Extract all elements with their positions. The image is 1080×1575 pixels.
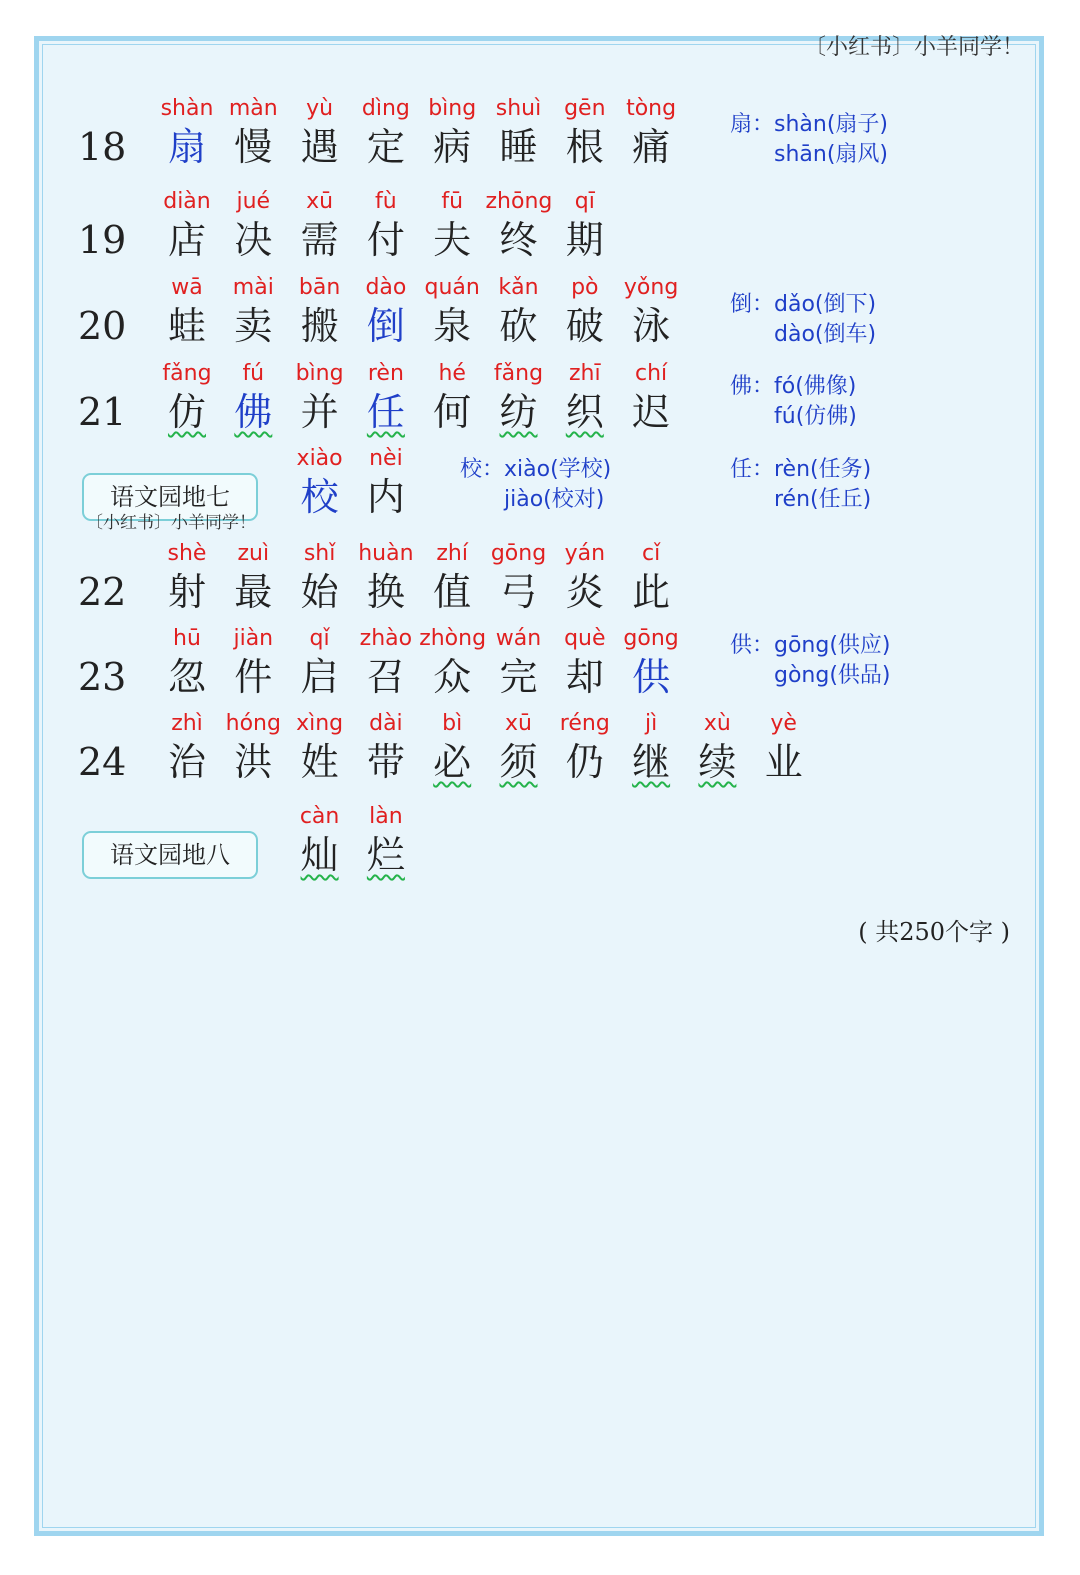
note-ren [730,455,871,515]
pinyin: dài [369,711,403,736]
note-line: 倒：dǎo(倒下) [730,292,877,317]
pinyin: nèi [369,446,403,471]
character-cell [220,95,286,171]
pinyin: chí [635,361,668,386]
pinyin: shuì [495,96,542,121]
hanzi: 弓 [499,570,538,614]
character-cell [486,360,552,436]
hanzi: 病 [433,125,472,169]
character-cell [486,188,552,264]
pinyin: wā [171,275,203,300]
hanzi-underlined: 续 [698,740,737,784]
hanzi: 供 [632,655,671,699]
pinyin: qī [574,189,595,214]
hanzi: 启 [300,655,339,699]
hanzi [552,388,618,436]
character-cell [154,625,220,701]
hanzi-underlined: 须 [499,740,538,784]
character-cell [618,360,684,436]
hanzi: 仍 [565,740,604,784]
section-label: 语文园地七 [82,473,258,521]
character-cell [154,540,220,616]
character-cell [618,274,684,350]
total-count: ( 共250个字 ) [858,918,1010,946]
pinyin: mài [232,275,274,300]
character-cell [618,710,684,786]
hanzi-underlined: 必 [433,740,472,784]
character-cell [618,625,684,701]
character-cell [419,188,485,264]
pinyin: jì [644,711,658,736]
hanzi: 件 [234,655,273,699]
pinyin: zuì [237,541,270,566]
hanzi: 迟 [632,390,671,434]
note-fo [730,372,857,432]
note-line: dào(倒车) [774,322,877,347]
hanzi: 痛 [632,125,671,169]
character-cell [552,710,618,786]
note-xiao [460,455,611,515]
hanzi: 此 [632,570,671,614]
watermark-top: 〔小红书〕小羊同学！ [803,35,1024,60]
hanzi-underlined: 烂 [366,833,405,877]
hanzi: 忽 [167,655,206,699]
lesson-number: 24 [78,740,127,784]
pinyin: xū [505,711,532,736]
pinyin: zhào [359,626,413,651]
hanzi: 带 [366,740,405,784]
pinyin: wán [495,626,542,651]
pinyin: réng [559,711,610,736]
pinyin: zhòng [419,626,487,651]
hanzi: 睡 [499,125,538,169]
pinyin: zhī [568,361,601,386]
character-cell [618,95,684,171]
pinyin: huàn [358,541,414,566]
pinyin: gēn [564,96,606,121]
hanzi: 蛙 [167,304,206,348]
character-cell [353,803,419,879]
note-line: 任：rèn(任务) [730,457,872,482]
hanzi: 终 [499,218,538,262]
pinyin: hóng [225,711,281,736]
hanzi [287,831,353,879]
hanzi: 泉 [433,304,472,348]
pinyin: shǐ [303,541,336,566]
lesson-number: 21 [78,390,127,434]
hanzi: 治 [167,740,206,784]
character-cell [751,710,817,786]
lesson-number: 20 [78,304,127,348]
note-line: rén(任丘) [774,487,872,512]
pinyin: xū [306,189,334,214]
character-cell [486,625,552,701]
hanzi: 值 [433,570,472,614]
pinyin: bān [298,275,341,300]
hanzi [486,738,552,786]
hanzi: 泳 [632,304,671,348]
character-cell [419,360,485,436]
pinyin: gōng [623,626,679,651]
pinyin: rèn [367,361,404,386]
hanzi: 始 [300,570,339,614]
character-cell [154,360,220,436]
pinyin: yè [770,711,797,736]
lesson-number: 18 [78,125,127,169]
pinyin: xiào [296,446,343,471]
character-cell [353,445,419,521]
hanzi: 炎 [565,570,604,614]
hanzi: 店 [167,218,206,262]
hanzi: 破 [565,304,604,348]
pinyin: bì [442,711,463,736]
character-cell [618,540,684,616]
note-line: jiào(校对) [504,487,605,512]
hanzi: 业 [764,740,803,784]
section-label: 语文园地八 [82,831,258,879]
note-line: fú(仿佛) [774,404,857,429]
pinyin: hū [173,626,201,651]
character-cell [486,95,552,171]
hanzi: 何 [433,390,472,434]
character-cell [220,710,286,786]
character-cell [287,540,353,616]
hanzi [419,738,485,786]
pinyin: làn [369,804,403,829]
lesson-number: 22 [78,570,127,614]
character-cell [684,710,750,786]
character-cell [552,95,618,171]
hanzi-underlined: 织 [565,390,604,434]
watermark-middle: 〔小红书〕小羊同学！ [86,513,256,533]
pinyin: dào [365,275,407,300]
character-cell [419,540,485,616]
hanzi: 却 [565,655,604,699]
hanzi: 并 [300,390,339,434]
pinyin: màn [228,96,278,121]
pinyin: càn [299,804,340,829]
hanzi: 射 [167,570,206,614]
character-cell [552,625,618,701]
character-cell [220,360,286,436]
pinyin: shàn [160,96,214,121]
pinyin: fǎng [162,361,212,386]
character-cell [287,95,353,171]
hanzi [154,388,220,436]
hanzi: 期 [565,218,604,262]
note-dao [730,290,876,350]
character-cell [220,540,286,616]
character-cell [419,710,485,786]
pinyin: quán [424,275,480,300]
pinyin: bìng [295,361,344,386]
pinyin: zhōng [485,189,553,214]
pinyin: qǐ [309,626,330,651]
note-line: gòng(供品) [774,663,891,688]
hanzi: 姓 [300,740,339,784]
character-cell [353,188,419,264]
hanzi-underlined: 灿 [300,833,339,877]
pinyin: fù [375,189,397,214]
hanzi: 换 [366,570,405,614]
character-cell [353,360,419,436]
character-cell [154,188,220,264]
hanzi [684,738,750,786]
character-cell [419,625,485,701]
hanzi: 校 [300,475,339,519]
hanzi-underlined: 任 [366,390,405,434]
pinyin: fǎng [493,361,544,386]
hanzi: 卖 [234,304,273,348]
hanzi: 夫 [433,218,472,262]
hanzi [220,388,286,436]
note-line: 供：gōng(供应) [730,633,891,658]
hanzi [353,831,419,879]
pinyin: gōng [490,541,547,566]
hanzi: 最 [234,570,273,614]
note-line: 校：xiào(学校) [460,457,612,482]
character-cell [552,540,618,616]
hanzi [618,738,684,786]
pinyin: jiàn [233,626,274,651]
pinyin: fū [441,189,464,214]
pinyin: pò [571,275,599,300]
hanzi-underlined: 仿 [167,390,206,434]
character-cell [353,540,419,616]
hanzi-underlined: 佛 [234,390,273,434]
hanzi: 砍 [499,304,538,348]
hanzi [486,388,552,436]
hanzi: 完 [499,655,538,699]
hanzi: 倒 [366,304,405,348]
hanzi: 决 [234,218,273,262]
hanzi: 内 [366,475,405,519]
hanzi [353,388,419,436]
character-cell [220,274,286,350]
hanzi-underlined: 继 [632,740,671,784]
character-cell [154,710,220,786]
character-cell [287,274,353,350]
character-cell [419,95,485,171]
character-cell [419,274,485,350]
pinyin: yù [306,96,334,121]
lesson-number: 23 [78,655,127,699]
character-cell [154,274,220,350]
character-cell [287,625,353,701]
pinyin: diàn [163,189,211,214]
character-cell [287,360,353,436]
character-cell [486,274,552,350]
lesson-number: 19 [78,218,127,262]
note-line: shān(扇风) [774,142,888,167]
character-cell [154,95,220,171]
character-cell [552,360,618,436]
pinyin: yán [564,541,606,566]
character-cell [287,803,353,879]
hanzi: 扇 [167,125,206,169]
pinyin: cǐ [641,541,661,566]
hanzi: 召 [366,655,405,699]
hanzi: 付 [366,218,405,262]
hanzi: 遇 [300,125,339,169]
character-cell [552,274,618,350]
character-cell [220,625,286,701]
note-line: 扇：shàn(扇子) [730,112,888,137]
hanzi: 需 [300,218,339,262]
hanzi: 众 [433,655,472,699]
character-cell [486,540,552,616]
character-cell [486,710,552,786]
pinyin: zhì [171,711,203,736]
note-shan [730,110,888,170]
pinyin: dìng [361,96,410,121]
character-cell [353,95,419,171]
hanzi: 慢 [234,125,273,169]
pinyin: xù [703,711,731,736]
hanzi-underlined: 纺 [499,390,538,434]
pinyin: què [564,626,606,651]
character-cell [287,710,353,786]
pinyin: kǎn [498,275,539,300]
pinyin: shè [167,541,207,566]
hanzi: 定 [366,125,405,169]
pinyin: hé [438,361,466,386]
hanzi: 洪 [234,740,273,784]
character-cell [353,625,419,701]
pinyin: tòng [626,96,677,121]
note-gong [730,631,891,691]
hanzi: 根 [565,125,604,169]
pinyin: yǒng [623,275,679,300]
pinyin: zhí [436,541,468,566]
pinyin: bìng [428,96,477,121]
pinyin: xìng [296,711,344,736]
pinyin: jué [236,189,271,214]
character-cell [287,445,353,521]
character-cell [552,188,618,264]
character-cell [353,274,419,350]
note-line: 佛：fó(佛像) [730,374,857,399]
character-cell [353,710,419,786]
hanzi: 搬 [300,304,339,348]
pinyin: fú [242,361,265,386]
character-cell [287,188,353,264]
character-cell [220,188,286,264]
